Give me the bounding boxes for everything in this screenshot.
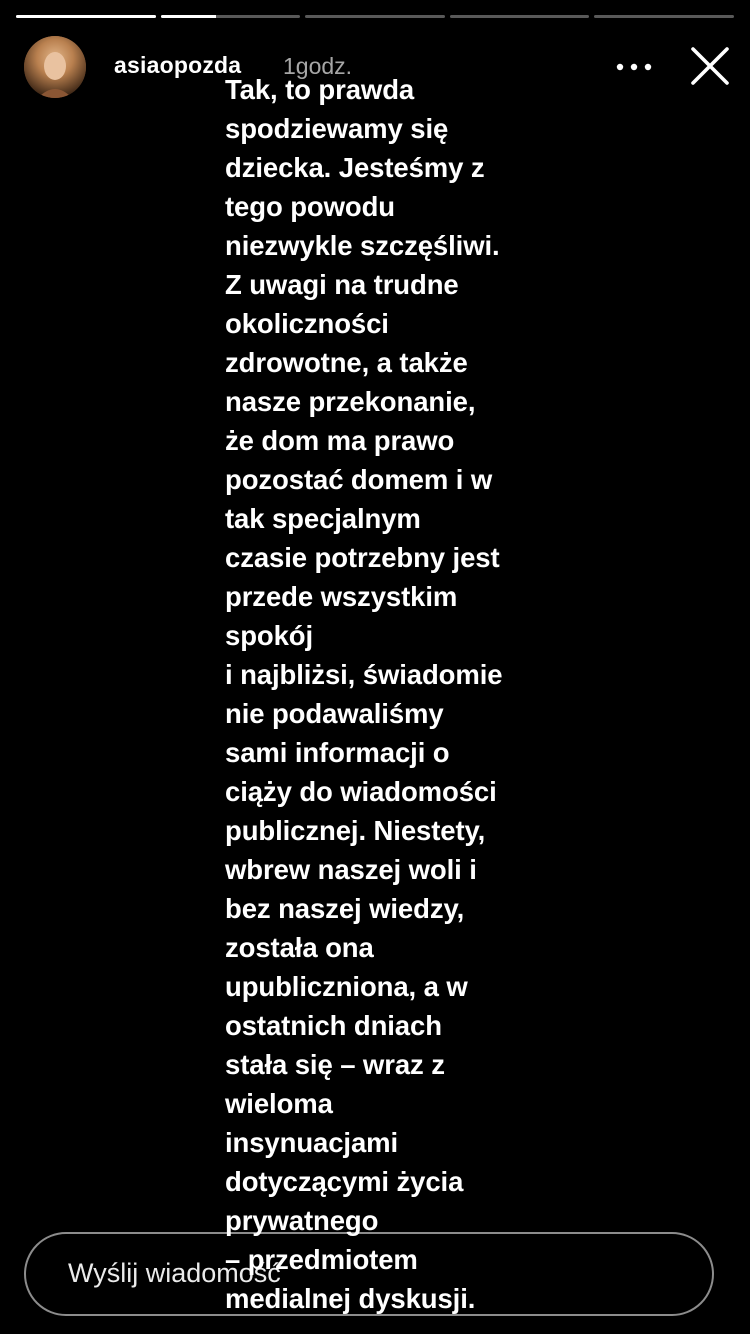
story-text-line: Z uwagi na trudne — [225, 269, 459, 300]
progress-segment-fill — [161, 15, 217, 18]
progress-segment — [594, 15, 734, 18]
story-text-line: przede wszystkim — [225, 581, 458, 612]
reply-placeholder: Wyślij wiadomość — [68, 1258, 281, 1288]
story-text-line: sami informacji o — [225, 737, 450, 768]
story-text-line: została ona — [225, 932, 374, 963]
story-text-line: insynuacjami — [225, 1127, 399, 1158]
story-text-line: zdrowotne, a także — [225, 347, 468, 378]
story-text-line: pozostać domem i w — [225, 464, 493, 495]
story-text-line: – przedmiotem — [225, 1244, 418, 1275]
story-text-line: tego powodu — [225, 191, 395, 222]
more-options-button[interactable] — [612, 52, 656, 82]
time-ago: 1godz. — [283, 53, 353, 79]
story-text-line: medialnej dyskusji. — [225, 1283, 476, 1314]
progress-segment — [16, 15, 156, 18]
story-text-line: czasie potrzebny jest — [225, 542, 500, 573]
story-text-line: niezwykle szczęśliwi. — [225, 230, 500, 261]
story-text-line: ostatnich dniach — [225, 1010, 442, 1041]
progress-segment — [450, 15, 590, 18]
story-text — [225, 70, 555, 1318]
story-text-line: okoliczności — [225, 308, 389, 339]
story-text-line: i najbliżsi, świadomie — [225, 659, 503, 690]
progress-segment-fill — [16, 15, 156, 18]
progress-segment — [161, 15, 301, 18]
story-text-line: wbrew naszej woli i — [225, 854, 477, 885]
story-text-line: ciąży do wiadomości — [225, 776, 497, 807]
story-text-line: spodziewamy się — [225, 113, 449, 144]
story-text-line: bez naszej wiedzy, — [225, 893, 465, 924]
story-text-line: tak specjalnym — [225, 503, 421, 534]
story-progress-bar — [16, 15, 734, 19]
username[interactable]: asiaopozda — [114, 52, 242, 78]
avatar-photo-icon — [24, 36, 86, 98]
progress-segment — [305, 15, 445, 18]
story-text-line: że dom ma prawo — [225, 425, 455, 456]
story-text-line: dziecka. Jesteśmy z — [225, 152, 485, 183]
story-text-line: wieloma — [225, 1088, 333, 1119]
story-text-line: publicznej. Niestety, — [225, 815, 486, 846]
story-text-line: stała się – wraz z — [225, 1049, 445, 1080]
reply-input[interactable] — [24, 1232, 714, 1316]
story-text-line: nasze przekonanie, — [225, 386, 476, 417]
close-icon — [688, 44, 732, 88]
story-text-line: dotyczącymi życia — [225, 1166, 464, 1197]
avatar[interactable] — [24, 36, 86, 98]
story-text-line: spokój — [225, 620, 314, 651]
close-button[interactable] — [688, 44, 732, 88]
story-text-line: upubliczniona, a w — [225, 971, 468, 1002]
story-text-line: prywatnego — [225, 1205, 379, 1236]
story-text-line: Tak, to prawda — [225, 74, 415, 105]
story-text-line: nie podawaliśmy — [225, 698, 444, 729]
more-horizontal-icon — [616, 63, 652, 71]
